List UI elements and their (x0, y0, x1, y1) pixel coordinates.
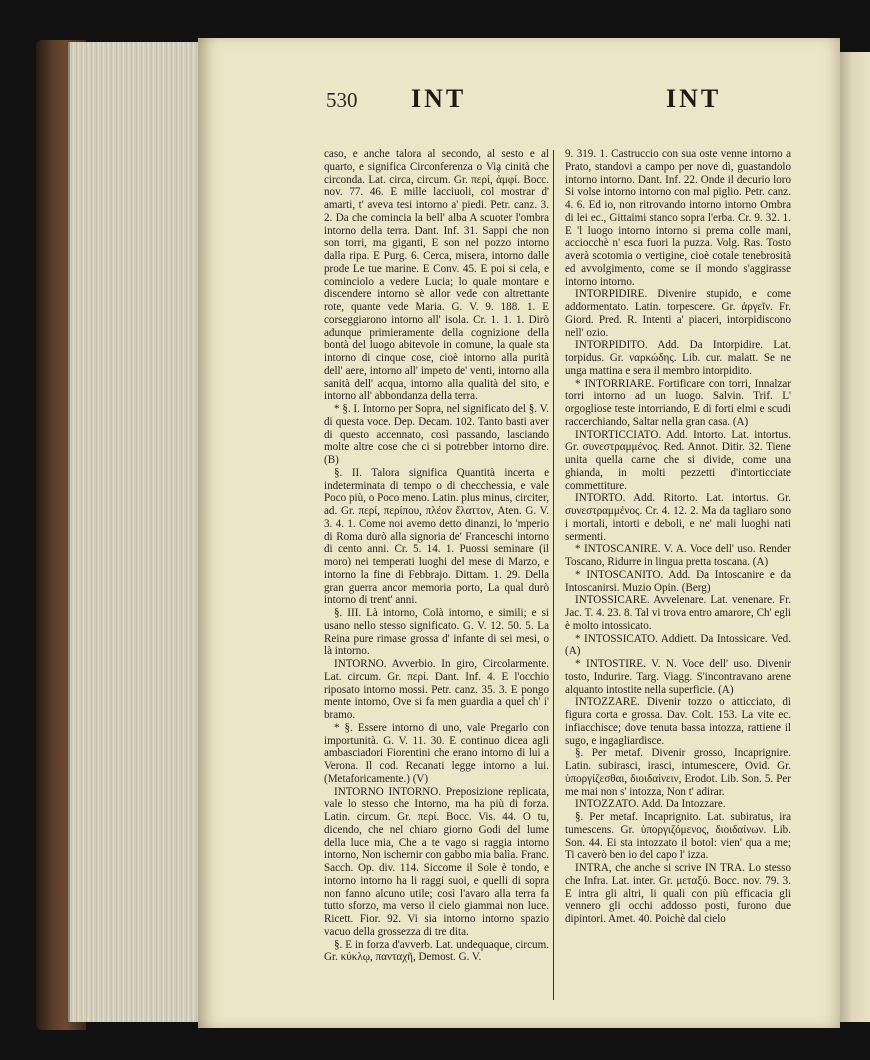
page-number: 530 (326, 88, 358, 112)
dictionary-entry: * INTOSSICATO. Addiett. Da Intossicare. Ved. (A) (565, 632, 791, 658)
dictionary-entry: INTOZZATO. Add. Da Intozzare. (575, 798, 726, 811)
dictionary-entry: INTOSSICARE. Avvelenare. Lat. venenare. Fr. Jac. T. 4. 23. 8. Tal vi trova entro amarore, Ch' egli è molto intossicato. (565, 594, 791, 632)
dictionary-entry: INTORNO INTORNO. Preposizione replicata, vale lo stesso che Intorno, ma ha più di forza. Latin. circum. Gr. περί. Bocc. Vis. 44. O tu, dicendo, che nel chiaro giorno Godi del lume della luce mia, Che a te vago si raggia intorno intorno, Non ischernir con gabbo mia balìa. Franc. Sacch. Op. div. 114. Siccome il Sole è tondo, e intorno intorno ha li raggi suoi, e quelli di sopra non fanno alcuno utile; così l'avaro alla terra fa tutto sforzo, ma verso il cielo giammai non luce. Ricett. Fior. 92. Vi sia intorno intorno spazio vacuo della grossezza di tre dita. (324, 785, 549, 938)
dictionary-entry: INTOZZARE. Divenir tozzo o atticciato, di figura corta e grossa. Dav. Colt. 153. La vite ec. infiacchisce; dove tenuta bassa intozza, rattiene il sugo, e ingagliardisce. (565, 696, 791, 747)
dictionary-entry: * INTOSCANITO. Add. Da Intoscanire e da Intoscanirsi. Muzio Opin. (Berg) (565, 568, 791, 594)
page-stack-edge (68, 42, 202, 1022)
dictionary-entry: INTORNO. Avverbio. In giro, Circolarmente. Lat. circum. Gr. περί. Dant. Inf. 4. E l'occhio riposato intorno mossi. Petr. canz. 35. 3. E pongo mente intorno, Ove si fa men guardia a quel ch' i' bramo. (324, 658, 549, 721)
dictionary-entry: §. E in forza d'avverb. Lat. undequaque, circum. Gr. κύκλῳ, πανταχῆ, Demost. G. V. (324, 938, 549, 964)
book-page (198, 38, 840, 1028)
dictionary-entry: §. Per metaf. Divenir grosso, Incaprignire. Latin. subirasci, irasci, intumescere, Ovid. Gr. ὑπoργίζεσθαι, διοιδαίνειν, Erodot. Lib. Son. 5. Per me mai non s' intozza, Non t' adirar. (565, 747, 791, 798)
right-column (565, 148, 791, 926)
dictionary-entry: 9. 319. 1. Castruccio con sua oste venne intorno a Prato, standovi a campo per nove dì, guastandolo intorno intorno. Dant. Inf. 22. Onde il decurio loro Si volse intorno intorno con mal piglio. Petr. canz. 4. 6. Ed io, non ritrovando intorno intorno Ombra di lei ec., Gittaimi stanco sopra l'erba. Cr. 9. 32. 1. E 'l luogo intorno intorno si prema colle mani, acciocchè n' esca fuori la puzza. Volg. Ras. Tosto averà scotomia o vertigine, cioè cotale tenebrosità ed avvolgimento, come se il mondo s'aggirasse intorno intorno. (565, 148, 791, 288)
dictionary-entry: caso, e anche talora al secondo, al sesto e al quarto, e significa Circonferenza o Viḁ cinità che circonda. Lat. circa, circum. Gr. περί, ἀμφί. Bocc. nov. 77. 46. E mille lacciuoli, col mostrar d' amarti, t' aveva tesi intorno a' piedi. Petr. canz. 3. 2. Da che comincia la bell' alba A scuoter l'ombra intorno della terra. Dant. Inf. 31. Sappi che non son torri, ma giganti, E son nel pozzo intorno dalla ripa. E Purg. 6. Cerca, misera, intorno dalle prode Le tue marine. E Conv. 45. E poi si cela, e cominciolo a vedere Lucia; lo quale montare e discendere intorno sè allor vede con altrettante rote, quante vede Maria. G. V. 9. 188. 1. E corseggiarono intorno all' isola. Cr. 1. 1. 1. Dirò adunque primieramente della cognizione della bontà del luogo abitevole in comune, la quale sta intorno di cinque cose, cioè intorno alla purità dell' aere, intorno all' impeto de' venti, intorno alla sanità dell' acqua, intorno alla qualità del sito, e intorno all' abbondanza della terra. (324, 148, 549, 403)
dictionary-entry: INTORTICCIATO. Add. Intorto. Lat. intortus. Gr. συνεστραμμένος. Red. Annot. Ditir. 32. Tiene unita quella carne che si divide, come una ghianda, in molti pezzetti d'intorticciate commettiture. (565, 428, 791, 492)
running-head-left: INT (411, 84, 467, 113)
dictionary-entry: INTORPIDIRE. Divenire stupido, e come addormentato. Latin. torpescere. Gr. ἀργεῖν. Fr. Giord. Pred. R. Intenti a' piaceri, intorpidiscono nell' ozio. (565, 288, 791, 339)
dictionary-entry: * §. I. Intorno per Sopra, nel significato del §. V. di questa voce. Dep. Decam. 102. Tanto basti aver di questo accennato, così passando, lasciando molte altre cose che ci si potrebber intorno dire. (B) (324, 403, 549, 466)
dictionary-entry: §. III. Là intorno, Colà intorno, e simili; e si usano nello stesso significato. G. V. 12. 50. 5. La Reina pure rimase grossa d' infante di sei mesi, o là intorno. (324, 607, 549, 658)
dictionary-entry: INTORPIDITO. Add. Da Intorpidire. Lat. torpidus. Gr. ναρκώδης. Lib. cur. malatt. Se ne unga mattina e sera il membro intorpidito. (565, 339, 791, 377)
facing-page-edge (840, 52, 870, 1022)
dictionary-entry: INTRA, che anche si scrive IN TRA. Lo stesso che Infra. Lat. inter. Gr. μεταξύ. Bocc. nov. 79. 3. E intra gli altri, li quali con più efficacia gli vennero gli occhi addosso posti, furono due dipintori. Amet. 40. Poichè dal cielo (565, 862, 791, 925)
dictionary-entry: * INTOSTIRE. V. N. Voce dell' uso. Divenir tosto, Indurire. Targ. Viagg. S'incontravano arene alquanto intostite nella superficie. (A) (565, 658, 791, 696)
column-rule (553, 150, 554, 1000)
running-head-right: INT (666, 84, 722, 113)
dictionary-entry: §. Per metaf. Incaprignito. Lat. subiratus, ira tumescens. Gr. ὑπoργιζόμενος, διοιδαίνων. Lib. Son. 44. Ei sta intozzato il botol: vien' qua a me; Ti caverò ben io del capo l' izza. (565, 811, 791, 862)
left-column (324, 148, 549, 964)
dictionary-entry: INTORTO. Add. Ritorto. Lat. intortus. Gr. συνεστραμμένος. Cr. 4. 12. 2. Ma da tagliaro sono i mortali, intorti e deboli, e ne' mali luoghi nati sermenti. (565, 492, 791, 543)
dictionary-entry: * §. Essere intorno di uno, vale Pregarlo con importunità. G. V. 11. 30. E continuo dicea agli ambasciadori Fiorentini che erano intorno di lui a Verona. Il cod. Recanati legge intorno a lui. (Metaforicamente.) (V) (324, 721, 549, 785)
dictionary-entry: §. II. Talora significa Quantità incerta e indeterminata di tempo o di checchessia, e vale Poco più, o Poco meno. Latin. plus minus, circiter, ad. Gr. περί, περίπου, πλέον ἔλαττον, Aten. G. V. 3. 4. 1. Come noi avemo detto dinanzi, lo 'mperio di Roma durò alla signoria de' Franceschi intorno di cento anni. Cr. 5. 14. 1. Puossi seminare (il moro) nei temperati luoghi del mese di Marzo, e intorno la fine di Febbrajo. Dittam. 1. 29. Della gran guerra ancor memoria porto, La qual durò intorno di trent' anni. (324, 466, 549, 607)
dictionary-entry: * INTORRIARE. Fortificare con torri, Innalzar torri intorno ad un luogo. Salvin. Trif. L' orgogliose teste intorriando, E di forti elmi e scudi raccerchiando, Saltar nella gran casa. (A) (565, 377, 791, 428)
dictionary-entry: * INTOSCANIRE. V. A. Voce dell' uso. Render Toscano, Ridurre in lingua pretta toscana. (A) (565, 543, 791, 568)
